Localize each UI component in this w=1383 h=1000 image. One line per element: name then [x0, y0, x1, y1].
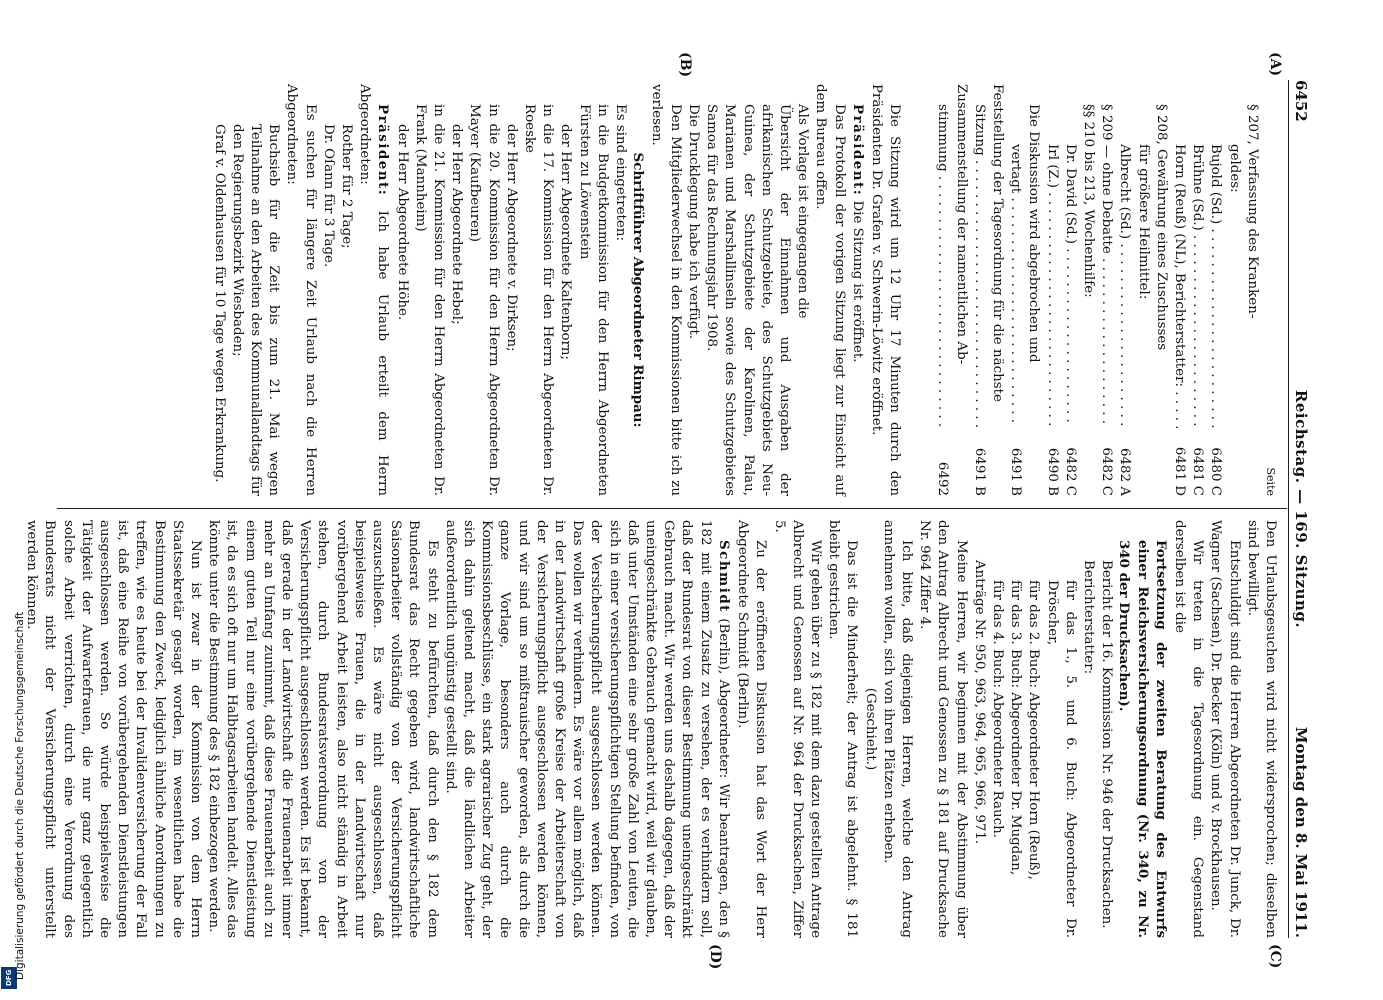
dfg-logo: DFG [1, 967, 17, 989]
paragraph: Wir treten in die Tagesordnung ein. Gegenstand derselben ist die [1171, 520, 1206, 938]
header-title: Reichstag. — 169. Sitzung. [1292, 389, 1310, 629]
paragraph: in die 20. Kommission für den Herrn Abgeordneten Dr. Mayer (Kaufbeuren) [467, 104, 501, 496]
paragraph: der Herr Abgeordnete Kaltenborn; [558, 124, 574, 361]
toc-row: Brühne (Sd.) . . . 6481 C [1188, 84, 1206, 496]
toc-row: Irl (Z.) . . . 6490 B [1042, 84, 1060, 496]
toc-row: Horn (Reuß) (NL), Berichterstatter: . . . 6481 D [1170, 84, 1188, 496]
paragraph: Bericht der 16. Kommission Nr. 946 der Drucksachen. [1099, 560, 1115, 929]
paragraph: Den Mitgliederwechsel in den Kommissionen bitte ich zu verlesen. [649, 84, 683, 496]
spacer [903, 84, 933, 496]
left-column [209, 84, 1279, 496]
paragraph: Den Urlaubsgesuchen wird nicht widersprochen; dieselben sind bewilligt. [1244, 520, 1278, 938]
paragraph: Anträge Nr. 950, 963, 964, 965, 966, 971. [971, 560, 987, 845]
header-rule [1288, 80, 1289, 938]
paragraph: Rother für 2 Tage; [339, 124, 355, 249]
header-date: Montag den 8. Mai 1911. [1292, 726, 1310, 938]
paragraph: Es suchen für längere Zeit Urlaub nach die Herren Abgeordneten: [284, 84, 318, 496]
paragraph: Die Drucklegung habe ich verfügt. [685, 104, 701, 340]
margin-mark-c: (C) [1267, 944, 1283, 969]
paragraph: in die Budgetkommission für den Herrn Abgeordneten Fürsten zu Löwenstein [576, 104, 610, 496]
speech-paragraph: Schmidt (Berlin), Abgeordneter: Wir beantragen, den § 182 mit einem Zusatz zu versehen, der es verhindern soll, daß der Bundesrat von dieser Bestimmung uneingeschränkt Gebrauch macht. Wir werden uns deshalb dagegen, daß der uneingeschränkte Gebrauch gemacht wird, weil wir glauben, daß unter Umständen eine sehr große Zahl von Leuten, die sich in einer versicherungspflichtigen Stellung befinden, von der Versicherungspflicht ausgeschlossen werden können. Das wollen wir verhindern. Es wäre vor allem möglich, daß in der Landwirtschaft große Kreise der Arbeiterschaft von der Versicherungspflicht ausgeschlossen werden können, und wir sind um so mißtrauischer geworden, als durch die ganze Vorlage, besonders auch durch die Kommissionsbeschlüsse, ein stark agrarischer Zug geht, der sich dahin geltend macht, daß die ländlichen Arbeiter außerordentlich ungünstig gestellt sind. [442, 520, 732, 938]
paragraph: Buchsieb für die Zeit bis zum 21. Mai wegen Teilnahme an den Arbeiten des Kommunallandtags für den Regierungsbezirk Wiesbaden; [229, 124, 282, 496]
column-divider [57, 508, 1287, 509]
toc-entry: § 208, Gewährung eines Zuschusses [1153, 104, 1169, 351]
paragraph: Zu der eröffneten Diskussion hat das Wort der Herr Abgeordnete Schmidt (Berlin). [735, 520, 769, 938]
paragraph: für das 2. Buch: Abgeordneter Horn (Reuß), [1026, 580, 1042, 880]
digitization-credit: Digitalisierung gefördert durch die Deutsche Forschungsgemeinschaft [14, 611, 26, 980]
toc-entry: Zusammenstellung der namentlichen Ab- [953, 84, 969, 365]
paragraph: Meine Herren, wir beginnen mit der Abstimmung über den Antrag Albrecht und Genossen zu § 181 auf Drucksache Nr. 964 Ziffer 4. [917, 520, 969, 938]
opening-paragraph: Die Sitzung wird um 12 Uhr 17 Minuten durch den Präsidenten Dr. Grafen v. Schwerin-Löwitz eröffnet. [868, 84, 903, 496]
paragraph: Entschuldigt sind die Herren Abgeordneten Dr. Junck, Dr. Wagner (Sachsen), Dr. Becker (Köln) und v. Brockhausen. [1208, 520, 1242, 938]
paragraph: Es sind eingetreten: [613, 104, 629, 241]
toc-seite-label: Seite [1264, 467, 1277, 496]
paragraph: Ich bitte, daß diejenigen Herren, welche den Antrag annehmen wollen, sich von ihren Plätzen erheben. [880, 520, 914, 938]
president-statement: Präsident: Die Sitzung ist eröffnet. [849, 104, 866, 363]
paragraph: Wir gehen über zu § 182 mit dem dazu gestellten Antrage Albrecht und Genossen auf Nr. 964 der Drucksachen, Ziffer 5. [771, 520, 823, 938]
paragraph: (Geschieht.) [862, 687, 878, 771]
page-number: 6452 [1292, 80, 1310, 122]
paragraph: Das ist die Minderheit; der Antrag ist abgelehnt. § 181 bleibt gestrichen. [826, 520, 860, 938]
paragraph: in die 17. Kommission für den Herrn Abgeordneten Dr. Roeske [522, 104, 556, 496]
agenda-item: Fortsetzung der zweiten Beratung des Entwurfs einer Reichsversicherungsordnung (Nr. 340, zu Nr. 340 der Drucksachen). [1116, 540, 1169, 938]
paragraph: Übersicht der Einnahmen und Ausgaben der afrikanischen Schutzgebiete, des Schutzgebiets Neu-Guinea, der Schutzgebiete der Karolinen, Palau, Marianen und Marshallinseln sowie des Schutzgebietes Samoa für das Rechnungsjahr 1908. [704, 104, 792, 496]
margin-mark-b: (B) [677, 52, 693, 78]
toc-entry: für größere Heilmittel: [1135, 144, 1151, 300]
toc-row: vertagt . . . 6491 B [1006, 84, 1024, 496]
paragraph: für das 1., 5. und 6. Buch: Abgeordneter Dr. Dröscher, [1044, 580, 1078, 938]
toc-row: stimmung . . . 6492 [933, 84, 951, 496]
toc-entry: geldes: [1226, 144, 1242, 193]
paragraph: Nun ist zwar in der Kommission von dem Herrn Staatssekretär gesagt worden, im wesentlichen habe die Bestimmung den Zweck, lediglich ähnliche Anordnungen zu treffen, wie es heute bei der Invalidenversicherung der Fall ist, daß eine Reihe von vorübergehenden Dienstleistungen ausgeschlossen werden. So würde beispielsweise die Tätigkeit der Aufwartefrauen, die nur ganz gelegentlich solche Arbeit verrichten, durch eine Verordnung des Bundesrats nicht der Versicherungspflicht unterstellt werden können. [24, 520, 204, 938]
toc-entry: Die Diskussion wird abgebrochen und [1026, 104, 1042, 363]
paragraph: in die 21. Kommission für den Herrn Abgeordneten Dr. Frank (Mannheim) [412, 104, 447, 496]
paragraph: Das Protokoll der vorigen Sitzung liegt zur Einsicht auf dem Bureau offen. [813, 84, 847, 496]
paragraph: der Herr Abgeordnete Höhe. [394, 124, 410, 321]
margin-mark-d: (D) [707, 944, 723, 970]
paragraph: Graf v. Oldenhausen für 10 Tage wegen Erkrankung. [211, 124, 227, 483]
paragraph: der Herr Abgeordnete Hebel; [449, 124, 465, 325]
paragraph: für das 4. Buch: Abgeordneter Rauch. [989, 580, 1005, 838]
toc-row: Sitzung . . . 6491 B [970, 84, 988, 496]
speaker-label: Schriftführer Abgeordneter Rimpau: [630, 152, 647, 428]
paragraph: Es steht zu befürchten, daß durch den § 182 dem Bundesrat das Recht gegeben wird, landwirtschaftliche Saisonarbeiter vollständig von der Versicherungspflicht auszuschließen. Es wäre nicht ausgeschlossen, daß beispielsweise Frauen, die in der Landwirtschaft nur vorübergehend Arbeit leisten, also nicht ständig in Arbeit stehen, durch Bundesratsverordnung von der Versicherungspflicht ausgeschlossen werden. Es ist bekannt, daß gerade in der Landwirtschaft die Frauenarbeit immer mehr an Umfang zunimmt, daß diese Frauenarbeit auch zu einem guten Teil nur eine vorübergehende Dienstleistung ist, da es sich oft nur um Halbtagsarbeiten handelt. Alles das könnte unter die Bestimmung des § 182 einbezogen werden. [206, 520, 440, 938]
paragraph: der Herr Abgeordnete v. Dirksen; [503, 124, 519, 352]
toc-row: Bujold (Sd.) . . . 6480 C [1206, 84, 1224, 496]
toc-row: Dr. David (Sd.) . . . 6482 C [1061, 84, 1079, 496]
right-column [22, 520, 1279, 938]
toc-row: § 209 — ohne Debatte . . . 6482 C [1097, 84, 1115, 496]
president-statement: Präsident: Ich habe Urlaub erteilt dem Herrn Abgeordneten: [357, 84, 392, 496]
toc-entry: § 207, Verfassung des Kranken- [1244, 104, 1260, 319]
paragraph: für das 3. Buch: Abgeordneter Dr. Mugdan, [1008, 580, 1024, 876]
toc-row: Albrecht (Sd.) . . . 6482 A [1115, 84, 1133, 496]
toc-entry: Feststellung der Tagesordnung für die nächste [989, 84, 1005, 402]
running-header [1288, 80, 1383, 938]
margin-mark-a: (A) [1267, 52, 1283, 77]
paragraph: Dr. Oſann für 3 Tage. [320, 124, 336, 268]
paragraph: Als Vorlage ist eingegangen die [795, 104, 811, 319]
paragraph: Berichterstatter: [1080, 560, 1096, 675]
toc-entry: §§ 210 bis 213, Wochenhilfe: [1080, 104, 1096, 298]
